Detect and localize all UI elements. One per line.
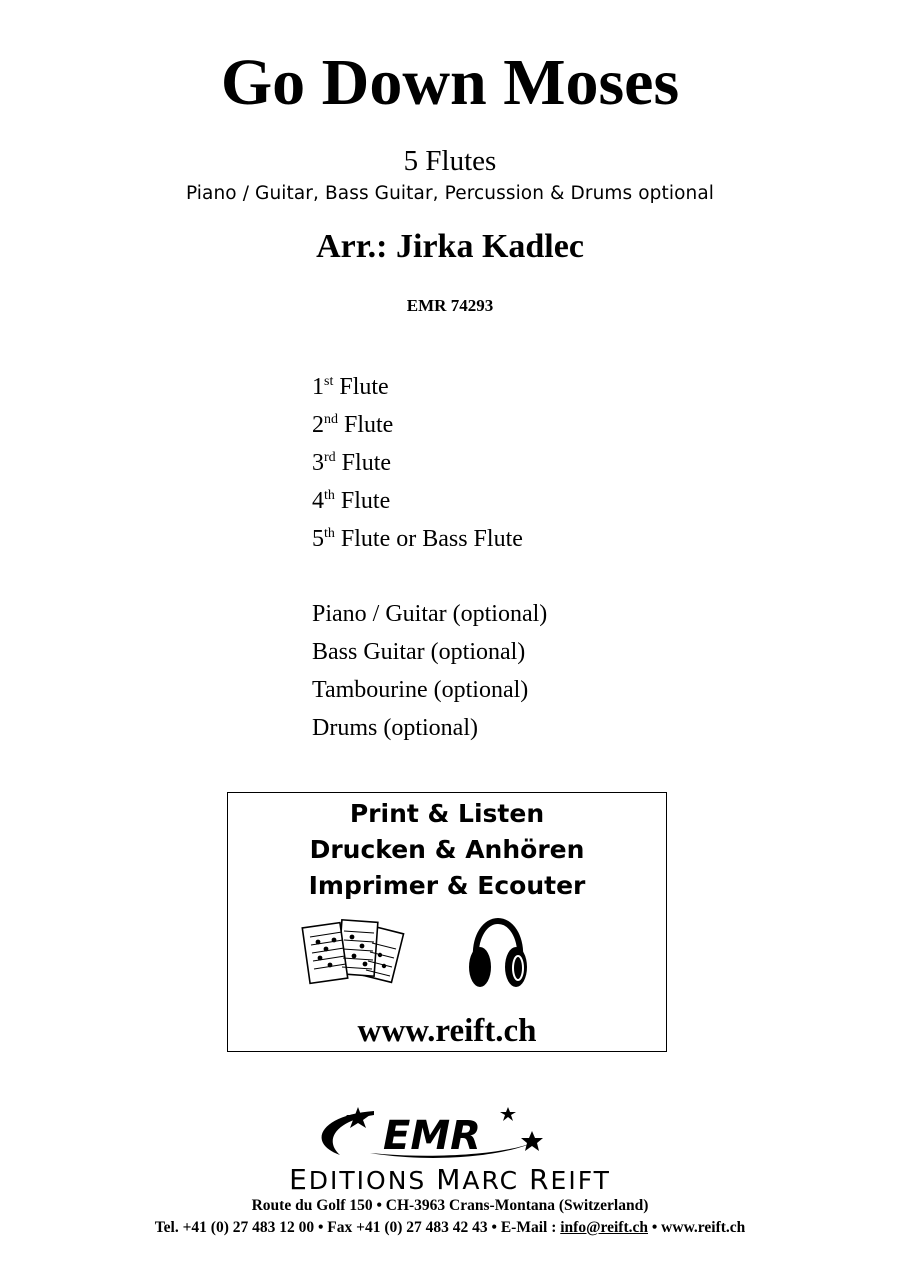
part-item: 3rd Flute [312,450,392,476]
publisher-contact: Tel. +41 (0) 27 483 12 00 • Fax +41 (0) 27 483 42 43 • E-Mail : info@reift.ch • www.reift.ch [154,1219,746,1236]
parts-list [312,368,523,558]
arranger-credit: Arr.: Jirka Kadlec [316,228,584,265]
optional-part-item: Piano / Guitar (optional) [312,601,548,627]
optional-part-item: Bass Guitar (optional) [312,639,526,665]
part-item: 1st Flute [312,374,389,400]
headphones-icon [466,915,530,995]
email-link[interactable]: info@reift.ch [560,1219,648,1236]
sheet-music-icon [300,915,412,993]
emr-logo [310,1105,550,1165]
part-item: 2nd Flute [312,412,394,438]
score-title: Go Down Moses [220,46,680,119]
part-item: 4th Flute [312,488,391,514]
publisher-name: EDITIONS MARC REIFT [289,1163,611,1196]
logo-text: EMR [383,1113,481,1159]
print-listen-box [227,792,667,1052]
publisher-address: Route du Golf 150 • CH-3963 Crans-Montana (Switzerland) [251,1197,649,1214]
instrumentation-line: Piano / Guitar, Bass Guitar, Percussion & Drums optional [185,183,715,204]
catalog-number: EMR 74293 [406,296,494,315]
promo-line-french: Imprimer & Ecouter [308,871,586,900]
score-subtitle: 5 Flutes [403,145,497,177]
part-item: 5th Flute or Bass Flute [312,526,523,552]
promo-line-english: Print & Listen [349,799,545,828]
optional-parts-list [312,595,547,747]
promo-website-link[interactable]: www.reift.ch [357,1013,537,1049]
promo-line-german: Drucken & Anhören [309,835,585,864]
optional-part-item: Tambourine (optional) [312,677,529,703]
optional-part-item: Drums (optional) [312,715,478,741]
